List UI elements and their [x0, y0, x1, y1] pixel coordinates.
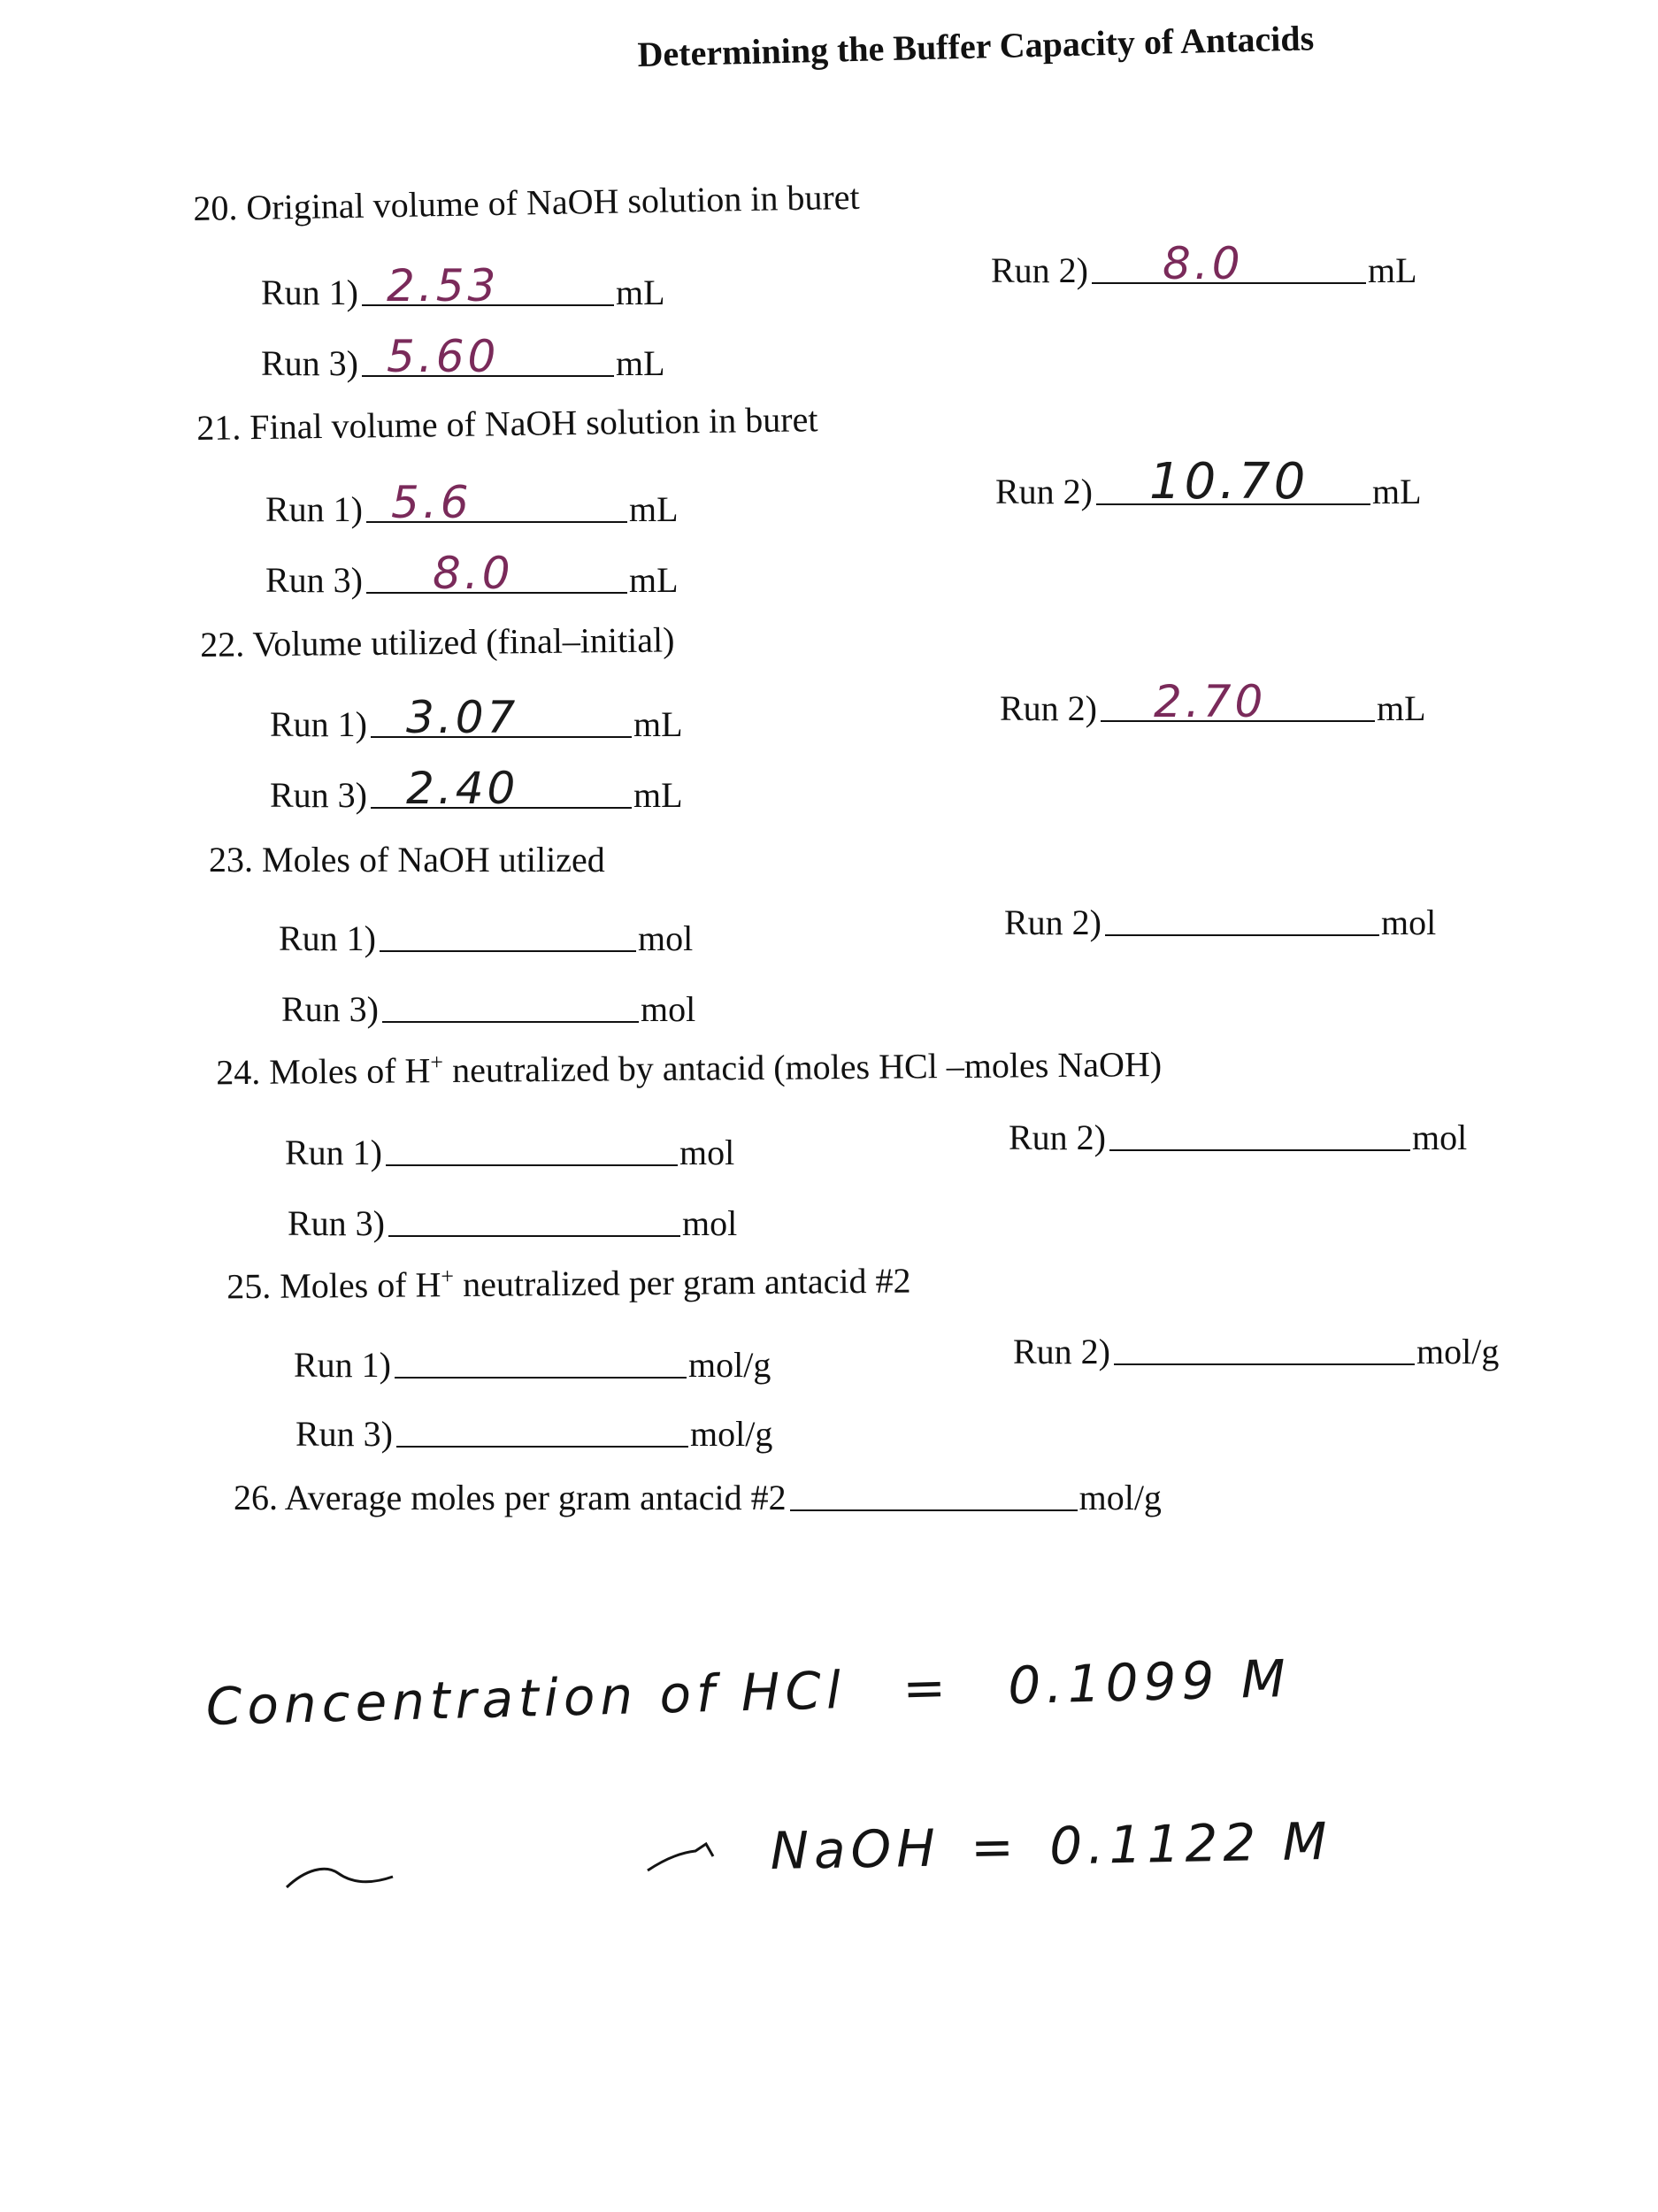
q22-run3-row [270, 763, 683, 816]
q24-run1-label: Run 1) [285, 1133, 382, 1172]
question-25-label [226, 1259, 911, 1307]
q24-label-superscript: + [430, 1048, 444, 1075]
q23-run3-row [281, 982, 695, 1030]
q20-run1-label: Run 1) [261, 273, 358, 312]
naoh-note-equals: = [970, 1816, 1020, 1878]
q25-run1-row [294, 1338, 771, 1386]
hcl-note-label: Concentration of HCl [205, 1660, 847, 1737]
q22-run3-label: Run 3) [270, 775, 367, 815]
q20-run1-unit: mL [616, 273, 665, 312]
q22-run3-field[interactable] [371, 763, 632, 814]
q21-run2-label: Run 2) [995, 472, 1093, 511]
q23-run2-row [1004, 895, 1436, 943]
q24-run3-unit: mol [682, 1203, 738, 1243]
q22-run2-unit: mL [1377, 688, 1426, 728]
naoh-concentration-note [770, 1811, 1332, 1881]
q24-run1-field[interactable] [386, 1125, 678, 1166]
q22-run2-answer: 2.70 [1154, 676, 1267, 727]
q21-run3-answer: 8.0 [433, 548, 514, 599]
q25-run1-label: Run 1) [294, 1345, 391, 1385]
q21-run3-unit: mL [629, 560, 679, 600]
q24-run2-unit: mol [1412, 1118, 1468, 1157]
q21-run2-row [995, 453, 1422, 512]
question-26-label: 26. Average moles per gram antacid #2 [234, 1478, 787, 1517]
q24-run3-row [288, 1196, 737, 1244]
q25-label-text-rest: neutralized per gram antacid #2 [453, 1260, 911, 1305]
q25-run1-unit: mol/g [688, 1345, 771, 1385]
q26-unit: mol/g [1078, 1478, 1162, 1517]
q24-run2-row [1009, 1110, 1467, 1158]
question-21-label: 21. Final volume of NaOH solution in buret [196, 399, 818, 448]
q21-run2-unit: mL [1372, 472, 1422, 511]
q21-run3-field[interactable] [366, 548, 627, 599]
q25-run3-unit: mol/g [690, 1414, 773, 1454]
q25-run2-unit: mol/g [1416, 1332, 1500, 1371]
question-22-label: 22. Volume utilized (final–initial) [200, 619, 675, 664]
hcl-note-value: 0.1099 M [1007, 1647, 1292, 1717]
q24-run3-field[interactable] [388, 1196, 680, 1237]
page-title: Determining the Buffer Capacity of Antacids [637, 18, 1315, 74]
q20-run2-unit: mL [1368, 250, 1417, 290]
q21-run1-answer: 5.6 [391, 477, 472, 528]
q26-row [234, 1471, 1162, 1518]
q20-run1-field[interactable] [362, 260, 614, 311]
q21-run2-answer: 10.70 [1149, 453, 1309, 511]
q25-label-superscript: + [441, 1263, 455, 1289]
q20-run1-row [261, 260, 665, 313]
q20-run2-row [991, 238, 1417, 291]
q20-run2-answer: 8.0 [1163, 238, 1244, 289]
q22-run2-row [1000, 676, 1426, 729]
q21-run1-unit: mL [629, 489, 679, 529]
q20-run2-field[interactable] [1092, 238, 1366, 289]
question-20-label: 20. Original volume of NaOH solution in buret [193, 176, 860, 228]
q23-run1-unit: mol [638, 918, 694, 958]
q25-run3-label: Run 3) [296, 1414, 393, 1454]
q20-run3-answer: 5.60 [387, 331, 500, 382]
naoh-note-label: NaOH [770, 1817, 941, 1881]
q24-run2-field[interactable] [1109, 1110, 1410, 1151]
q25-run2-label: Run 2) [1013, 1332, 1110, 1371]
q24-run1-row [285, 1125, 734, 1173]
q23-run2-field[interactable] [1105, 895, 1379, 936]
q22-run3-unit: mL [633, 775, 683, 815]
ditto-mark-right [644, 1840, 733, 1876]
q23-run3-field[interactable] [382, 982, 639, 1023]
q22-run1-answer: 3.07 [406, 692, 519, 743]
q25-run1-field[interactable] [395, 1338, 687, 1379]
q25-run2-row [1013, 1325, 1499, 1372]
q20-run3-row [261, 331, 665, 384]
q22-run1-unit: mL [633, 704, 683, 744]
hcl-concentration-note [205, 1648, 1292, 1737]
q24-run3-label: Run 3) [288, 1203, 385, 1243]
hcl-note-equals: = [902, 1656, 952, 1719]
q20-run3-field[interactable] [362, 331, 614, 382]
q23-run1-row [279, 911, 693, 959]
q22-run3-answer: 2.40 [406, 763, 519, 814]
q22-run2-label: Run 2) [1000, 688, 1097, 728]
ditto-mark-left [283, 1854, 398, 1893]
question-24-label [216, 1043, 1162, 1094]
q23-run1-field[interactable] [380, 911, 636, 952]
q24-run1-unit: mol [679, 1133, 735, 1172]
question-23-label: 23. Moles of NaOH utilized [209, 840, 605, 879]
q25-run2-field[interactable] [1114, 1325, 1415, 1365]
q26-field[interactable] [790, 1471, 1078, 1511]
q23-run3-label: Run 3) [281, 989, 379, 1029]
q21-run3-label: Run 3) [265, 560, 363, 600]
q23-run2-unit: mol [1381, 902, 1437, 942]
q21-run2-field[interactable] [1096, 453, 1370, 511]
q21-run1-field[interactable] [366, 477, 627, 528]
q20-run2-label: Run 2) [991, 250, 1088, 290]
q24-label-text: 24. Moles of H [216, 1050, 431, 1093]
q24-run2-label: Run 2) [1009, 1118, 1106, 1157]
q25-run3-row [296, 1407, 772, 1455]
q24-label-text-rest: neutralized by antacid (moles HCl –moles NaOH) [442, 1044, 1163, 1091]
q20-run3-label: Run 3) [261, 343, 358, 383]
q21-run3-row [265, 548, 679, 601]
q22-run1-field[interactable] [371, 692, 632, 743]
q23-run1-label: Run 1) [279, 918, 376, 958]
q25-run3-field[interactable] [396, 1407, 688, 1448]
naoh-note-value: 0.1122 M [1048, 1810, 1333, 1877]
q25-label-text: 25. Moles of H [226, 1264, 441, 1307]
q21-run1-row [265, 477, 679, 530]
q22-run1-label: Run 1) [270, 704, 367, 744]
q20-run3-unit: mL [616, 343, 665, 383]
q22-run1-row [270, 692, 683, 745]
q22-run2-field[interactable] [1101, 676, 1375, 727]
q23-run2-label: Run 2) [1004, 902, 1101, 942]
q23-run3-unit: mol [641, 989, 696, 1029]
q20-run1-answer: 2.53 [387, 260, 500, 311]
q21-run1-label: Run 1) [265, 489, 363, 529]
